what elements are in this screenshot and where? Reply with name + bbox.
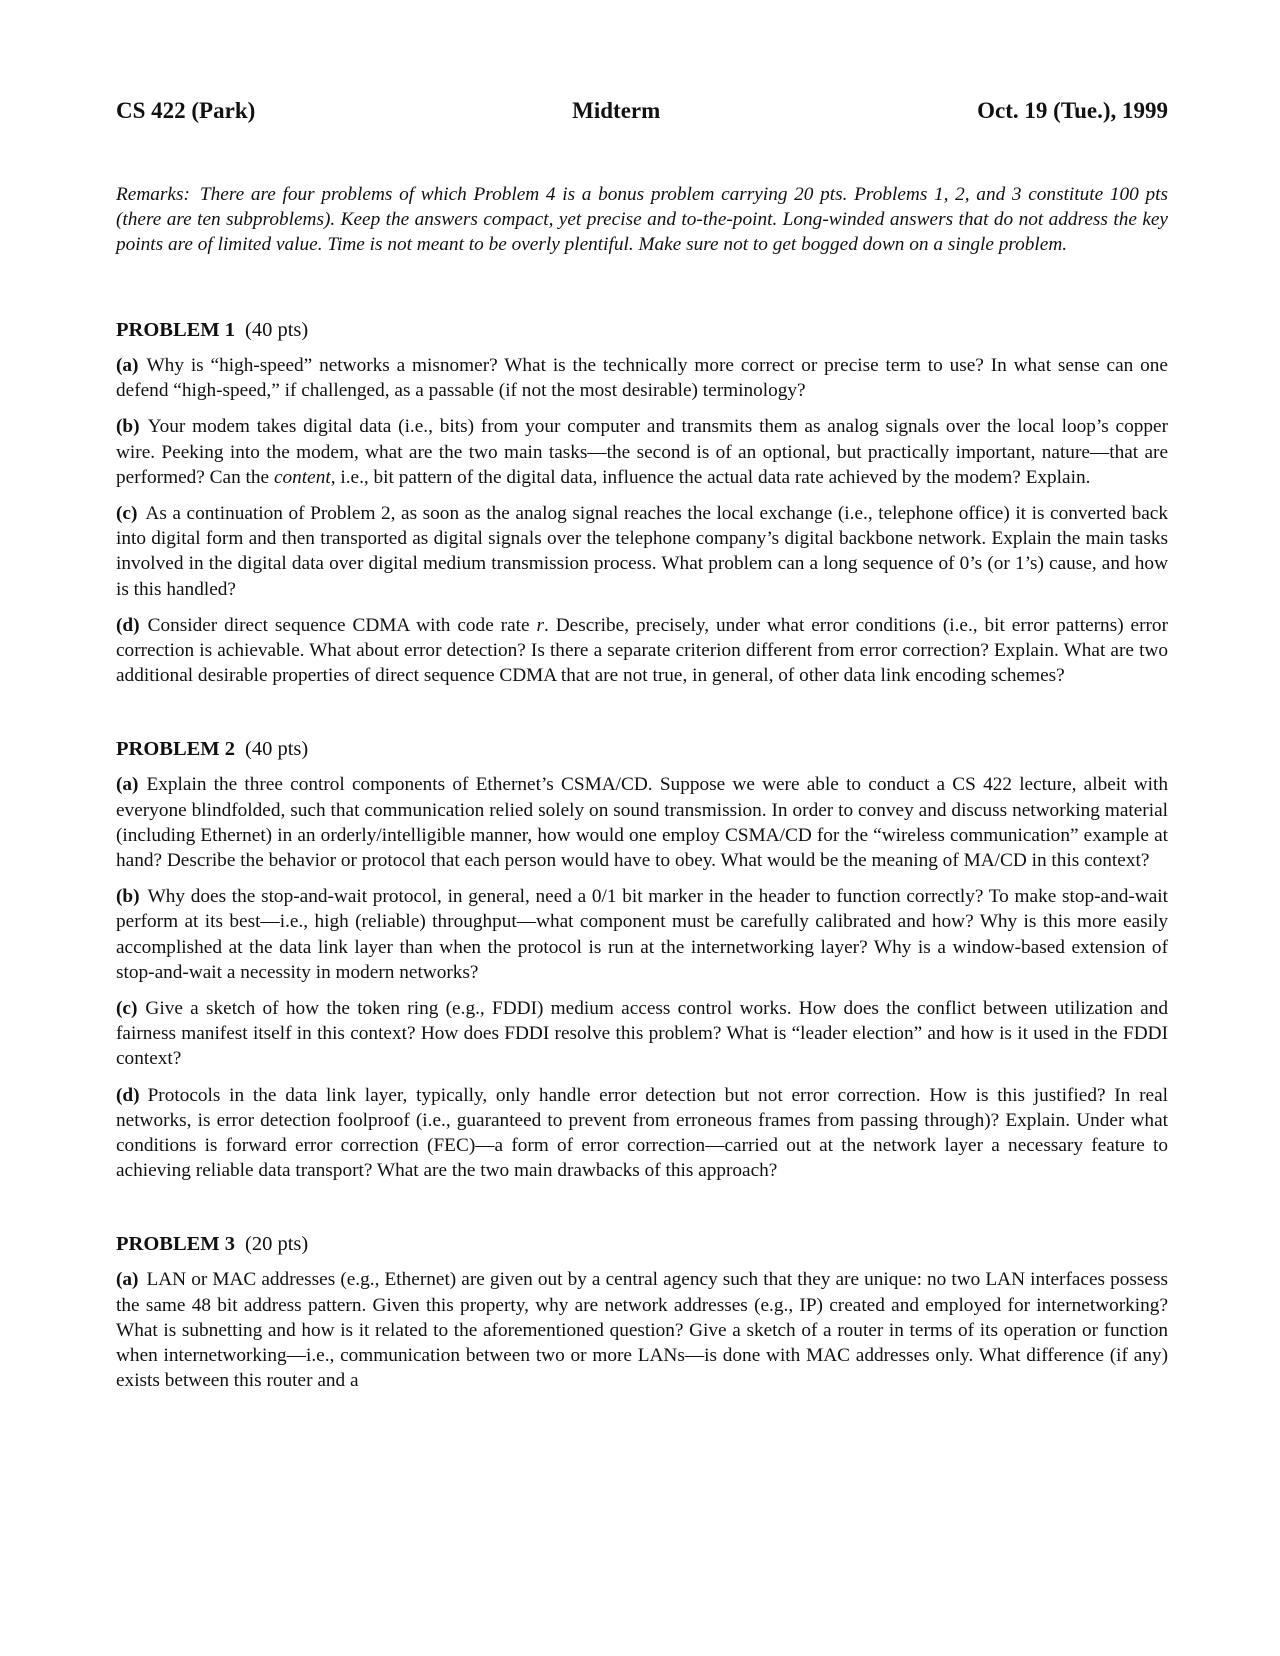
subproblem-label: (d) [116, 614, 140, 636]
problem-points: (20 pts) [245, 1233, 309, 1256]
problem-title: PROBLEM 2 [116, 738, 236, 761]
subproblem-1d [116, 613, 1168, 689]
course-title: CS 422 (Park) [116, 98, 256, 123]
subproblem-text: Give a sketch of how the token ring (e.g., FDDI) medium access control works. How does the conflict between utilization and fairness manifest itself in this context? How does FDDI resolve this problem? What is “leader election” and how is it used in the FDDI context? [116, 998, 1168, 1070]
exam-title: Midterm [572, 98, 661, 123]
subproblem-label: (a) [116, 1269, 139, 1291]
problem-heading [116, 736, 1168, 762]
problem-points: (40 pts) [245, 738, 309, 761]
exam-header [116, 98, 1168, 132]
subproblem-text: Your modem takes digital data (i.e., bits) from your computer and transmits them as analog signals over the local loop’s copper wire. Peeking into the modem, what are the two main tasks—the second is of an optional, but practically important, nature—that are performed? Can the [116, 416, 1168, 488]
subproblem-label: (a) [116, 355, 139, 376]
problem-points: (40 pts) [245, 319, 309, 341]
subproblem-label: (a) [116, 774, 139, 796]
subproblem-text: LAN or MAC addresses (e.g., Ethernet) are given out by a central agency such that they are unique: no two LAN interfaces possess the same 48 bit address pattern. Given this property, why are network addresses (e.g., IP) created and employed for internetworking? What is subnetting and how is it related to the aforementioned question? Give a sketch of a router in terms of its operation or function when internetworking—i.e., communication between two or more LANs—is done with MAC addresses only. What difference (if any) exists between this router and a [116, 1269, 1168, 1392]
subproblem-3a [116, 1267, 1168, 1393]
subproblem-label: (c) [116, 503, 138, 525]
subproblem-text: Consider direct sequence CDMA with code rate [147, 614, 537, 636]
subproblem-label: (b) [116, 416, 140, 438]
subproblem-text: Protocols in the data link layer, typically, only handle error detection but not error correction. How is this justified? In real networks, is error detection foolproof (i.e., guaranteed to prevent from erroneous frames from passing through)? Explain. Under what conditions is forward error correction (FEC)—a form of error correction—carried out at the network layer a necessary feature to achieving reliable data transport? What are the two main drawbacks of this approach? [116, 1084, 1168, 1182]
subproblem-text: Why does the stop-and-wait protocol, in general, need a 0/1 bit marker in the header to function correctly? To make stop-and-wait perform at its best—i.e., high (reliable) throughput—what component must be carefully calibrated and how? Why is this more easily accomplished at the data link layer than when the protocol is run at the internetworking layer? Why is a window-based extension of stop-and-wait a necessity in modern networks? [116, 886, 1168, 983]
remarks-text: There are four problems of which Problem 4 is a bonus problem carrying 20 pts. Problems 1, 2, and 3 constitute 100 pts (there are ten subproblems). Keep the answers compact, yet precise and to-the-point. Long-winded answers that do not address the key points are of limited value. Time is not meant to be overly plentiful. Make sure not to get bogged down on a single problem. [116, 184, 1168, 255]
problem-title: PROBLEM 3 [116, 1233, 236, 1256]
exam-date: Oct. 19 (Tue.), 1999 [977, 98, 1168, 123]
subproblem-1c [116, 501, 1168, 602]
problem-title: PROBLEM 1 [116, 319, 236, 341]
subproblem-2d [116, 1083, 1168, 1184]
subproblem-2c [116, 996, 1168, 1072]
problem-heading [116, 317, 1168, 343]
problem-2 [116, 736, 1168, 1183]
remarks [116, 182, 1168, 257]
problem-1 [116, 317, 1168, 688]
subproblem-label: (b) [116, 886, 140, 908]
subproblem-2b [116, 884, 1168, 985]
problem-3 [116, 1231, 1168, 1393]
subproblem-label: (c) [116, 998, 138, 1020]
subproblem-text: As a continuation of Problem 2, as soon as the analog signal reaches the local exchange (i.e., telephone office) it is converted back into digital form and then transported as digital signals over the telephone company’s digital backbone network. Explain the main tasks involved in the digital data over digital medium transmission process. What problem can a long sequence of 0’s (or 1’s) cause, and how is this handled? [116, 503, 1168, 600]
emphasis-text: content [273, 466, 331, 488]
exam-page [116, 98, 1168, 1405]
subproblem-1b [116, 414, 1168, 490]
remarks-label: Remarks: [116, 184, 190, 205]
subproblem-label: (d) [116, 1084, 140, 1106]
emphasis-text: r [536, 614, 544, 636]
subproblem-text: Explain the three control components of Ethernet’s CSMA/CD. Suppose we were able to conduct a CS 422 lecture, albeit with everyone blindfolded, such that communication relied solely on sound transmission. In order to convey and discuss networking material (including Ethernet) in an orderly/intelligible manner, how would one employ CSMA/CD for the “wireless communication” example at hand? Describe the behavior or protocol that each person would have to obey. What would be the meaning of MA/CD in this context? [116, 774, 1168, 872]
subproblem-text-continued: . Describe, precisely, under what error conditions (i.e., bit error patterns) error correction is achievable. What about error detection? Is there a separate criterion different from error correction? Explain. What are two additional desirable properties of direct sequence CDMA that are not true, in general, of other data link encoding schemes? [116, 614, 1168, 687]
subproblem-2a [116, 772, 1168, 873]
subproblem-text: Why is “high-speed” networks a misnomer? What is the technically more correct or precise term to use? In what sense can one defend “high-speed,” if challenged, as a passable (if not the most desirable) terminology? [116, 355, 1168, 402]
problem-heading [116, 1231, 1168, 1257]
subproblem-text-continued: , i.e., bit pattern of the digital data, influence the actual data rate achieved by the modem? Explain. [330, 466, 1091, 488]
subproblem-1a [116, 353, 1168, 403]
